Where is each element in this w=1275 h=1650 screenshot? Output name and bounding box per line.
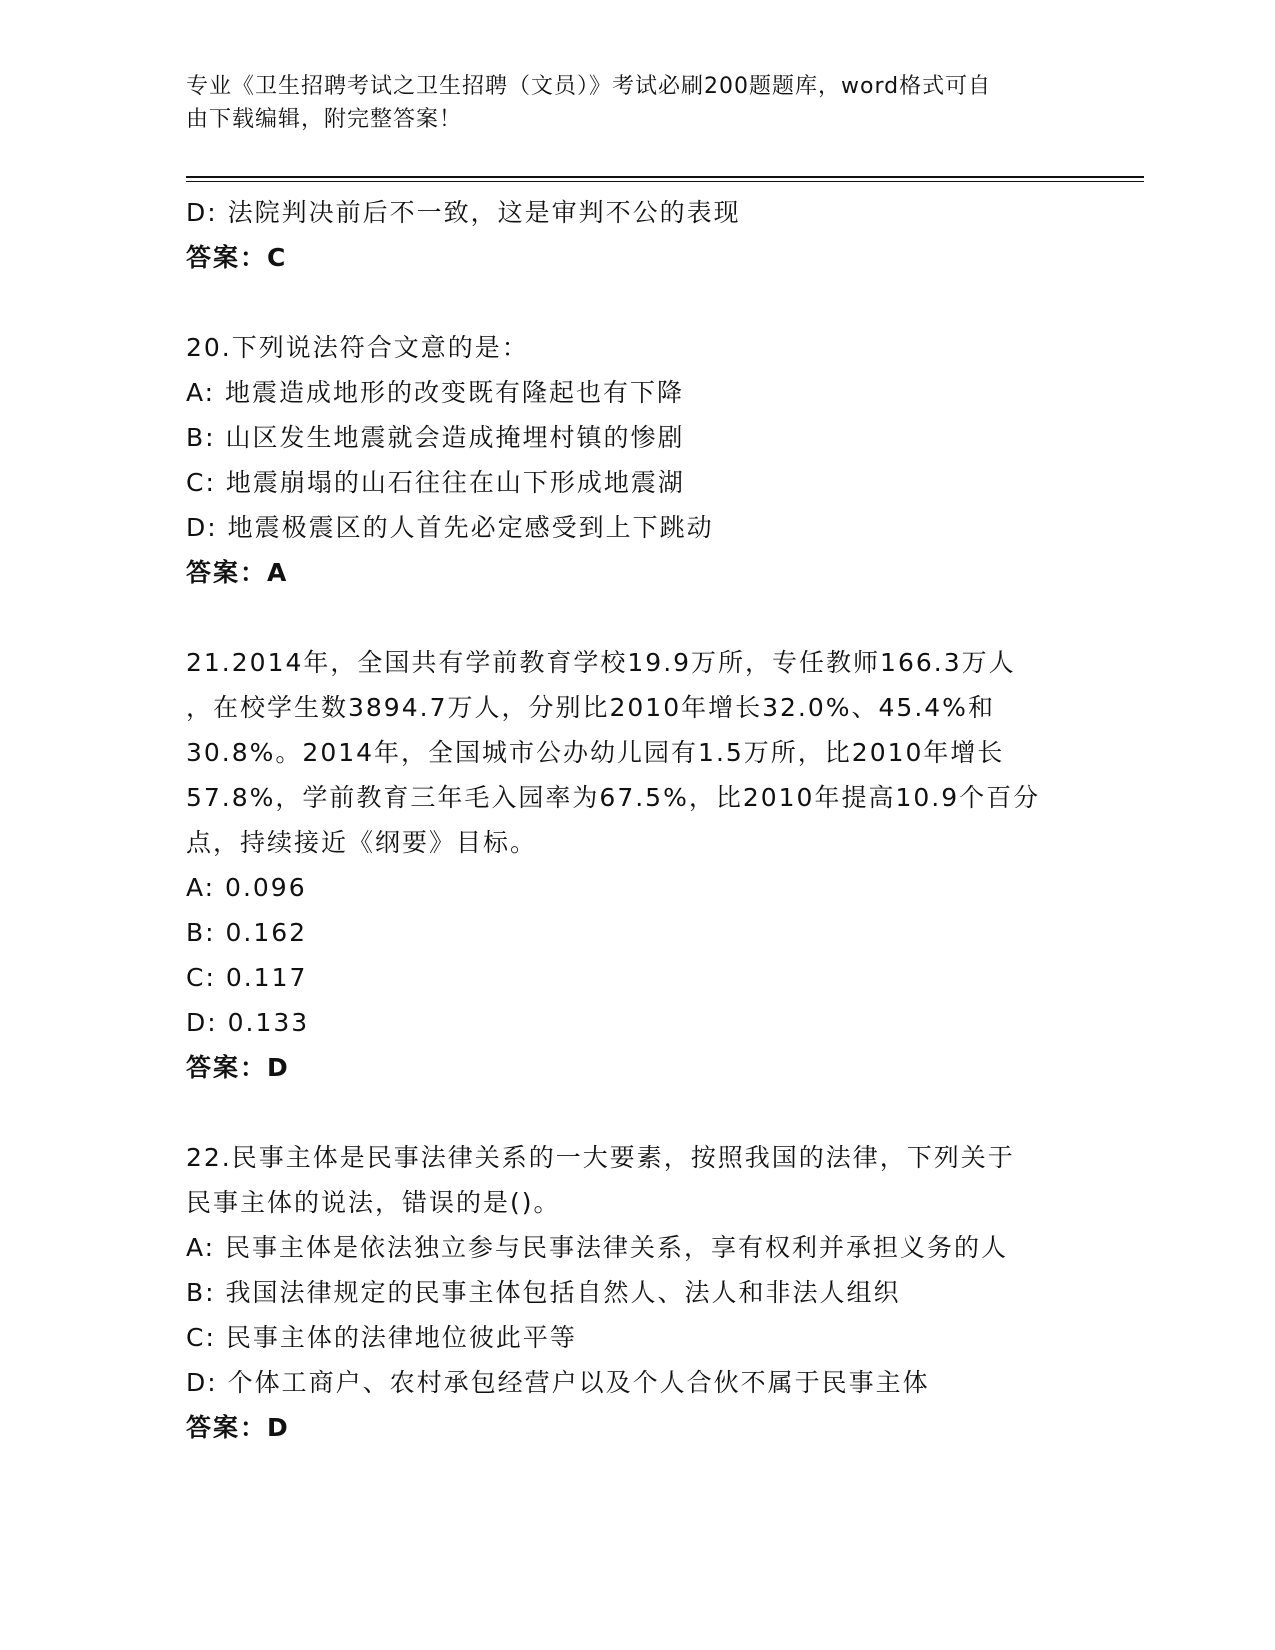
question-stem-line: 22.民事主体是民事法律关系的一大要素，按照我国的法律，下列关于 [186,1143,1015,1172]
option-a: A: 民事主体是依法独立参与民事法律关系，享有权利并承担义务的人 [186,1233,1009,1262]
option-a: A: 地震造成地形的改变既有隆起也有下降 [186,378,685,407]
option-a: A: 0.096 [186,873,307,902]
option-c: C: 民事主体的法律地位彼此平等 [186,1323,577,1352]
question-stem-line: 30.8%。2014年，全国城市公办幼儿园有1.5万所，比2010年增长 [186,738,1005,767]
option-c: C: 地震崩塌的山石往往在山下形成地震湖 [186,468,685,497]
header-divider-thick [186,176,1144,178]
header-line-2: 由下载编辑，附完整答案！ [186,107,463,132]
question-19-tail [186,190,1086,280]
question-stem-line: 点，持续接近《纲要》目标。 [186,828,538,857]
question-stem-line: 21.2014年，全国共有学前教育学校19.9万所，专任教师166.3万人 [186,648,1016,677]
option-d: D: 个体工商户、农村承包经营户以及个人合伙不属于民事主体 [186,1368,930,1397]
header-divider-thin [186,181,1144,182]
option-b: B: 山区发生地震就会造成掩埋村镇的惨剧 [186,423,685,452]
spacer [186,280,1086,325]
option-d: D: 地震极震区的人首先必定感受到上下跳动 [186,513,714,542]
answer-line: 答案：A [186,558,289,587]
header-line-1: 专业《卫生招聘考试之卫生招聘（文员）》考试必刷200题题库，word格式可自 [186,74,992,99]
question-20 [186,325,1086,595]
option-d: D: 0.133 [186,1008,310,1037]
question-21 [186,640,1086,1090]
question-stem-line: 57.8%，学前教育三年毛入园率为67.5%，比2010年提高10.9个百分 [186,783,1041,812]
question-stem: 20.下列说法符合文意的是： [186,333,529,362]
document-header [186,70,1086,136]
spacer [186,1090,1086,1135]
question-22 [186,1135,1086,1450]
option-b: B: 我国法律规定的民事主体包括自然人、法人和非法人组织 [186,1278,901,1307]
document-body [186,190,1086,1450]
answer-line: 答案：D [186,1413,290,1442]
question-stem-line: ，在校学生数3894.7万人，分别比2010年增长32.0%、45.4%和 [186,693,995,722]
option-d: D: 法院判决前后不一致，这是审判不公的表现 [186,198,741,227]
spacer [186,595,1086,640]
option-c: C: 0.117 [186,963,308,992]
answer-line: 答案：D [186,1053,290,1082]
answer-line: 答案：C [186,243,288,272]
question-stem-line: 民事主体的说法，错误的是()。 [186,1188,561,1217]
option-b: B: 0.162 [186,918,308,947]
